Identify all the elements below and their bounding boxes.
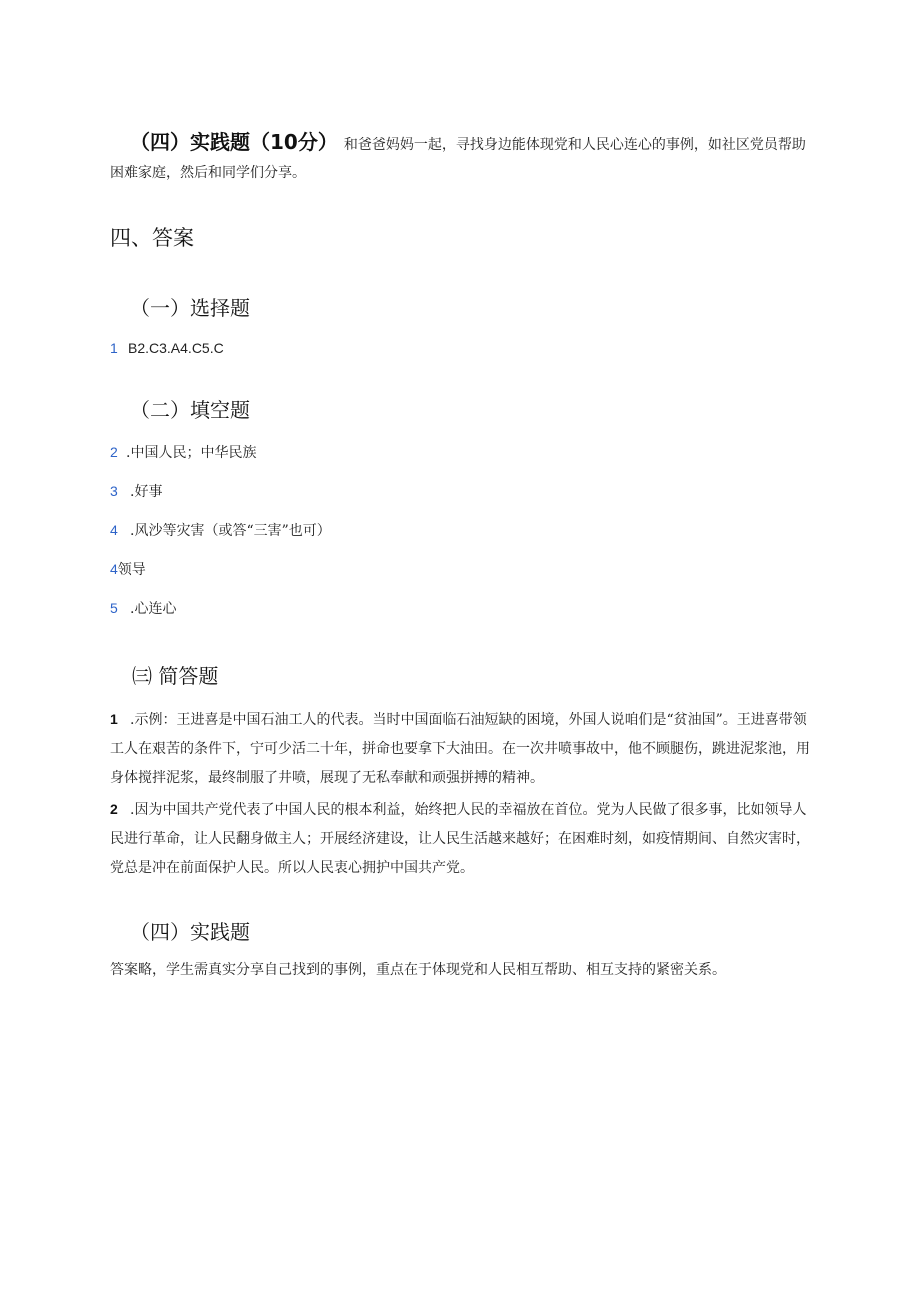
- section-fill-title: （二）填空题: [130, 398, 250, 422]
- fill-answer-number: 2: [110, 444, 118, 460]
- short-answer-number: 2: [110, 801, 118, 817]
- fill-answer-text: .心连心: [130, 601, 177, 617]
- section-practice-title: （四）实践题: [130, 920, 250, 944]
- fill-answer-number: 5: [110, 600, 118, 616]
- fill-answer-item: [110, 559, 146, 579]
- fill-answer-item: [110, 442, 256, 462]
- practice-question: [110, 128, 810, 187]
- fill-answer-text: .好事: [130, 484, 163, 500]
- short-answer-item: [110, 795, 810, 883]
- short-answer-number: 1: [110, 711, 118, 727]
- fill-answer-text: 领导: [117, 562, 146, 578]
- practice-question-text: 和爸爸妈妈一起，寻找身边能体现党和人民心连心的事例，如社区党员帮助困难家庭，然后和同学们分享。: [110, 137, 806, 181]
- fill-answer-text: .中国人民；中华民族: [126, 445, 257, 461]
- answers-title: 四、答案: [110, 226, 194, 250]
- choice-answers: [110, 340, 224, 356]
- short-answer-item: [110, 705, 810, 793]
- fill-answer-item: [110, 520, 331, 540]
- fill-answer-text: .风沙等灾害（或答“三害”也可）: [130, 523, 331, 539]
- fill-answer-number: 4: [110, 522, 118, 538]
- fill-answer-item: [110, 598, 176, 618]
- fill-answer-number: 4: [110, 561, 118, 577]
- fill-answer-number: 3: [110, 483, 118, 499]
- practice-answer: 答案略，学生需真实分享自己找到的事例，重点在于体现党和人民相互帮助、相互支持的紧密关系。: [110, 962, 726, 978]
- fill-answer-item: [110, 481, 162, 501]
- practice-question-heading: （四）实践题（10分）: [130, 130, 338, 154]
- section-short-answer-title: ㈢ 简答题: [132, 664, 219, 688]
- short-answer-text: .示例：王进喜是中国石油工人的代表。当时中国面临石油短缺的困境，外国人说咱们是“贫油国”。王进喜带领工人在艰苦的条件下，宁可少活二十年，拼命也要拿下大油田。在一次井喷事故中，他不顾腿伤，跳进泥浆池，用身体搅拌泥浆，最终制服了井喷，展现了无私奉献和顽强拼搏的精神。: [110, 712, 810, 786]
- section-choice-title: （一）选择题: [130, 296, 250, 320]
- choice-answers-number: 1: [110, 340, 118, 356]
- short-answer-text: .因为中国共产党代表了中国人民的根本利益，始终把人民的幸福放在首位。党为人民做了很多事，比如领导人民进行革命，让人民翻身做主人；开展经济建设，让人民生活越来越好；在困难时刻，如疫情期间、自然灾害时，党总是冲在前面保护人民。所以人民衷心拥护中国共产党。: [110, 802, 810, 876]
- choice-answers-text: B2.C3.A4.C5.C: [128, 340, 224, 356]
